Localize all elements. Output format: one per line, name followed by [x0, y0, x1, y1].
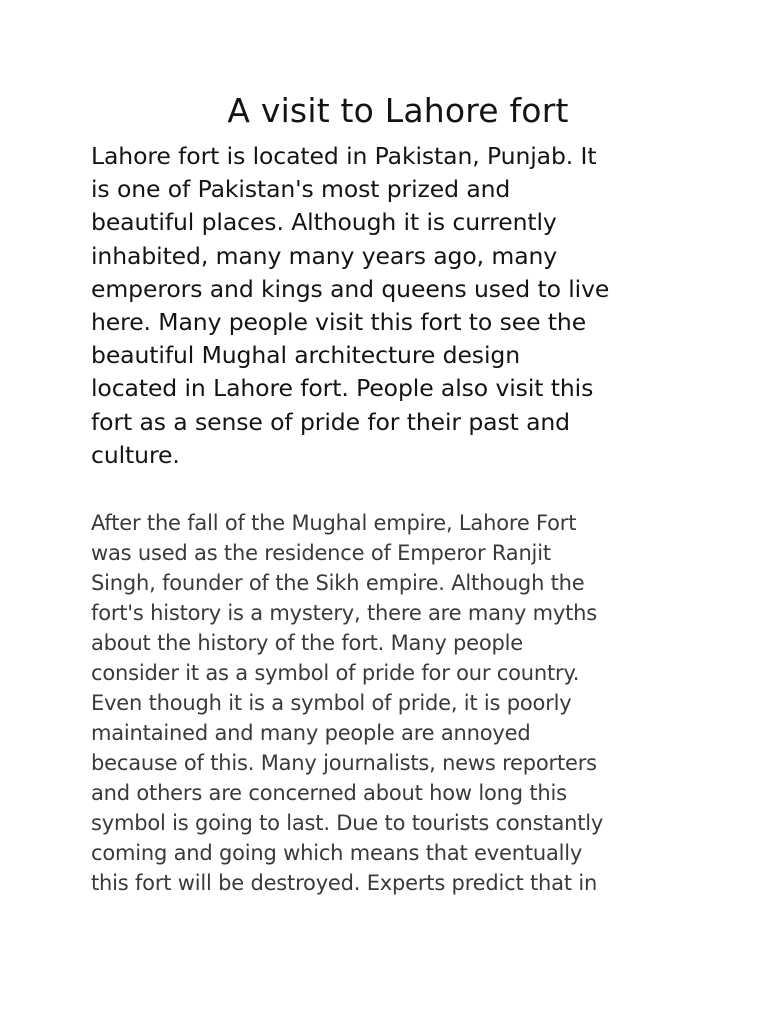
- paragraph-line: culture.: [91, 440, 180, 469]
- paragraph-line: fort as a sense of pride for their past and: [91, 407, 570, 436]
- paragraph-line: maintained and many people are annoyed: [91, 721, 531, 745]
- paragraph-history: [91, 508, 691, 898]
- paragraph-line: coming and going which means that eventually: [91, 841, 583, 865]
- paragraph-intro: [91, 140, 691, 472]
- paragraph-line: and others are concerned about how long this: [91, 781, 567, 805]
- paragraph-line: beautiful Mughal architecture design: [91, 341, 520, 370]
- paragraph-line: is one of Pakistan's most prized and: [91, 175, 511, 204]
- paragraph-line: about the history of the fort. Many people: [91, 631, 524, 655]
- paragraph-line: beautiful places. Although it is currently: [91, 208, 557, 237]
- paragraph-line: Singh, founder of the Sikh empire. Although the: [91, 571, 585, 595]
- paragraph-line: Lahore fort is located in Pakistan, Punjab. It: [91, 142, 597, 170]
- document-title: A visit to Lahore fort: [227, 91, 569, 130]
- paragraph-line: because of this. Many journalists, news reporters: [91, 751, 597, 775]
- paragraph-line: consider it as a symbol of pride for our country.: [91, 661, 580, 685]
- paragraph-line: this fort will be destroyed. Experts predict that in: [91, 871, 598, 895]
- paragraph-line: was used as the residence of Emperor Ranjit: [91, 541, 551, 565]
- paragraph-line: emperors and kings and queens used to live: [91, 274, 610, 303]
- paragraph-line: fort's history is a mystery, there are many myths: [91, 601, 597, 625]
- paragraph-line: inhabited, many many years ago, many: [91, 241, 558, 270]
- paragraph-line: located in Lahore fort. People also visit this: [91, 374, 594, 403]
- paragraph-line: Even though it is a symbol of pride, it is poorly: [91, 691, 572, 715]
- paragraph-line: symbol is going to last. Due to tourists constantly: [91, 811, 604, 835]
- paragraph-line: here. Many people visit this fort to see the: [91, 308, 587, 337]
- paragraph-line: After the fall of the Mughal empire, Lahore Fort: [91, 511, 577, 535]
